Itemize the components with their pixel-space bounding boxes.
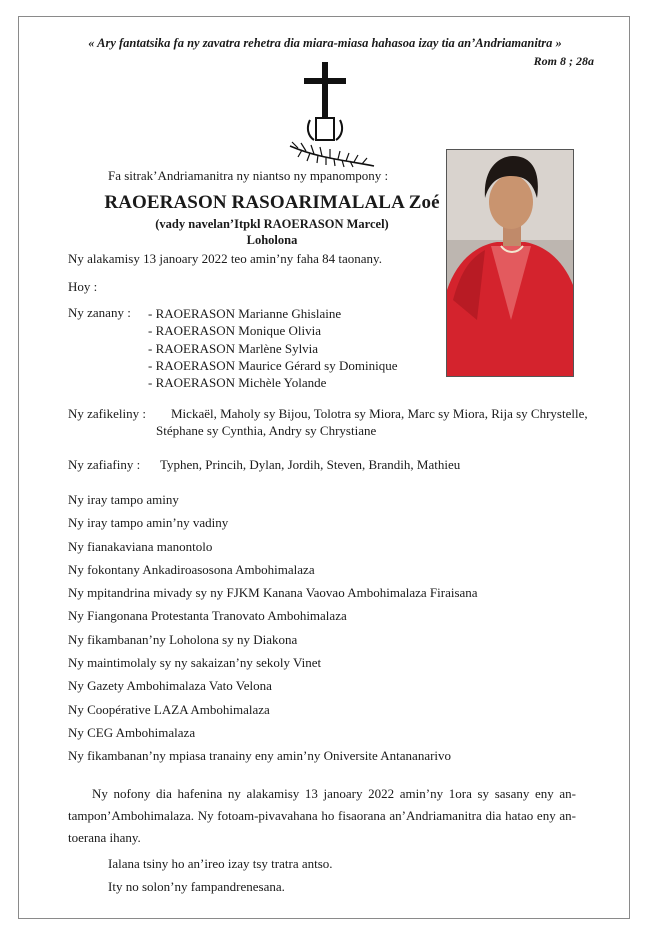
children-list bbox=[148, 305, 397, 391]
list-item: - RAOERASON Monique Olivia bbox=[148, 323, 321, 339]
portrait-photo bbox=[446, 149, 574, 377]
list-item: Ny fikambanan’ny Loholona sy ny Diakona bbox=[68, 631, 298, 647]
cross-candle-palm-icon bbox=[288, 62, 378, 170]
role-line: Loholona bbox=[246, 233, 298, 247]
list-item: - RAOERASON Marlène Sylvia bbox=[148, 340, 319, 356]
condolences-list bbox=[68, 488, 478, 768]
list-item: Ny iray tampo amin’ny vadiny bbox=[68, 515, 229, 531]
list-item: Ny fokontany Ankadiroasosona Ambohimalaza bbox=[68, 561, 315, 577]
death-line: Ny alakamisy 13 janoary 2022 teo amin’ny faha 84 taonany. bbox=[68, 251, 382, 266]
grandchildren-line-1: Mickaël, Maholy sy Bijou, Tolotra sy Miora, Marc sy Miora, Rija sy Chrystelle, bbox=[171, 406, 588, 421]
list-item: Ny CEG Ambohimalaza bbox=[68, 724, 196, 740]
children-label: Ny zanany : bbox=[68, 305, 131, 320]
bible-quote: « Ary fantatsika fa ny zavatra rehetra dia miara-miasa hahasoa izay tia an’Andriamanitra » bbox=[88, 36, 562, 50]
list-item: Ny Gazety Ambohimalaza Vato Velona bbox=[68, 678, 272, 694]
list-item: - RAOERASON Michèle Yolande bbox=[148, 375, 327, 391]
deceased-name: RAOERASON RASOARIMALALA Zoé bbox=[104, 192, 440, 213]
list-item: - RAOERASON Marianne Ghislaine bbox=[148, 306, 342, 321]
grandchildren-line-2: Stéphane sy Cynthia, Andry sy Chrystiane bbox=[156, 423, 377, 438]
apology-line: Ialana tsiny ho an’ireo izay tsy tratra antso. bbox=[108, 856, 333, 871]
list-item: Ny Fiangonana Protestanta Tranovato Ambohimalaza bbox=[68, 608, 347, 624]
list-item: - RAOERASON Maurice Gérard sy Dominique bbox=[148, 357, 398, 373]
list-item: Ny fianakaviana manontolo bbox=[68, 538, 213, 554]
grandchildren-label: Ny zafikeliny : bbox=[68, 406, 146, 421]
intro-line: Fa sitrak’Andriamanitra ny niantso ny mpanompony : bbox=[108, 168, 389, 183]
hoy-label: Hoy : bbox=[68, 279, 98, 294]
great-grandchildren-label: Ny zafiafiny : bbox=[68, 457, 141, 472]
list-item: Ny mpitandrina mivady sy ny FJKM Kanana Vaovao Ambohimalaza Firaisana bbox=[68, 585, 478, 601]
list-item: Ny Coopérative LAZA Ambohimalaza bbox=[68, 701, 270, 717]
great-grandchildren-list: Typhen, Princih, Dylan, Jordih, Steven, Brandih, Mathieu bbox=[160, 457, 461, 472]
list-item: Ny fikambanan’ny mpiasa tranainy eny amin’ny Oniversite Antananarivo bbox=[68, 748, 452, 764]
list-item: Ny iray tampo aminy bbox=[68, 492, 179, 507]
list-item: Ny maintimolaly sy ny sakaizan’ny sekoly Vinet bbox=[68, 655, 322, 671]
bible-reference: Rom 8 ; 28a bbox=[533, 54, 594, 68]
funeral-paragraph: Ny nofony dia hafenina ny alakamisy 13 janoary 2022 amin’ny 1ora sy sasany eny an-tampon’Ambohimalaza. Ny fotoam-pivavahana ho fisaorana an’Andriamanitra dia hatao eny an-toerana ihany. bbox=[68, 786, 576, 845]
notice-line: Ity no solon’ny fampandrenesana. bbox=[108, 879, 285, 894]
spouse-line: (vady navelan’Itpkl RAOERASON Marcel) bbox=[155, 217, 389, 231]
